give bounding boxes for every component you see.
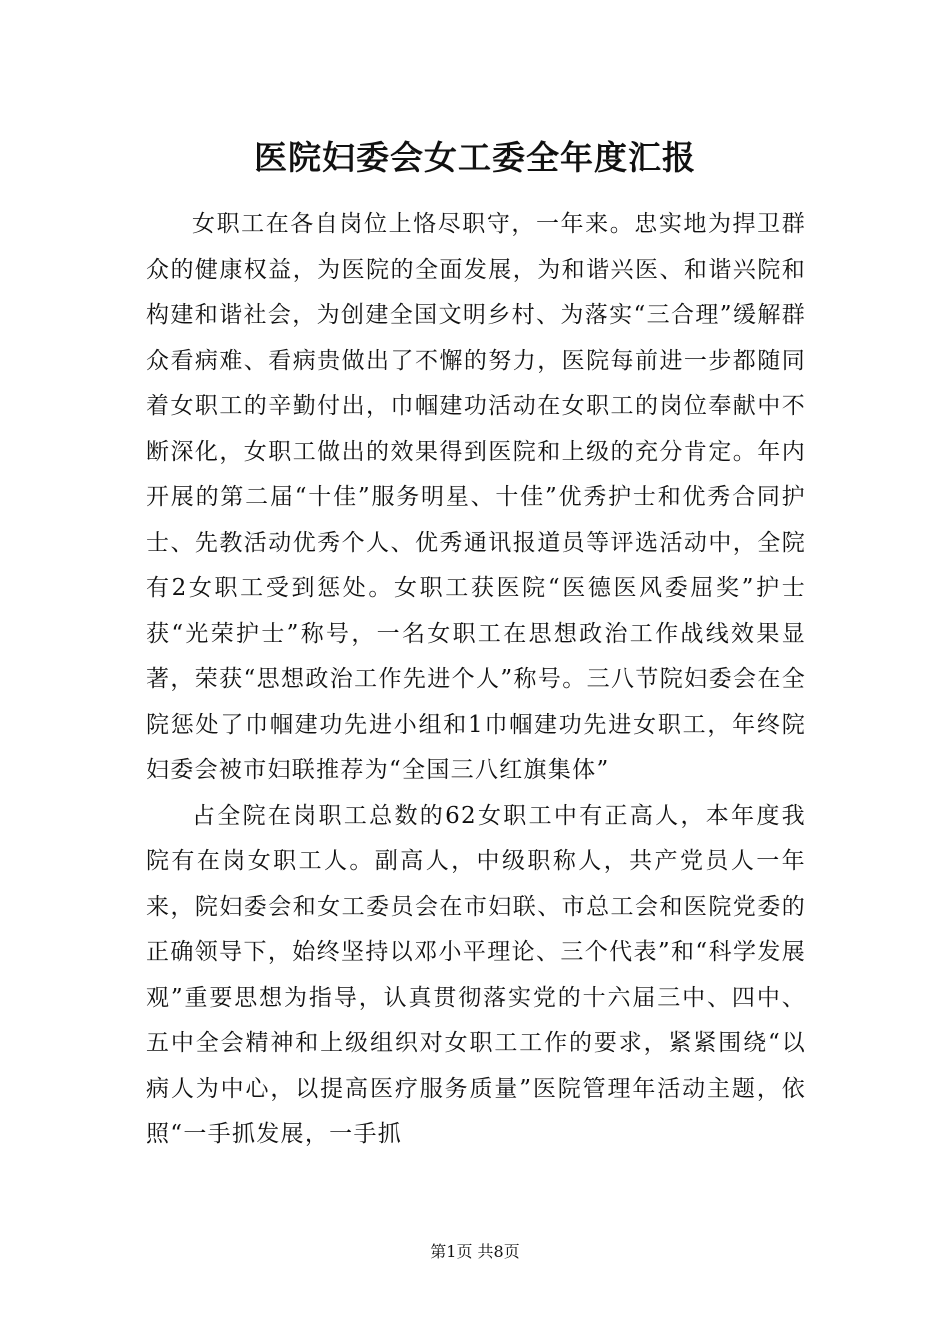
document-title: 医院妇委会女工委全年度汇报 <box>254 138 696 177</box>
page-number: 第1页 共8页 <box>430 1242 520 1261</box>
paragraph-2: 占全院在岗职工总数的62女职工中有正高人，本年度我院有在岗女职工人。副高人，中级职称人，共产党员人一年来，院妇委会和女工委员会在市妇联、市总工会和医院党委的正确领导下，始终坚持以邓小平理论、三个代表”和“科学发展观”重要思想为指导，认真贯彻落实党的十六届三中、四中、五中全会精神和上级组织对女职工工作的要求，紧紧围绕“以病人为中心，以提高医疗服务质量”医院管理年活动主题，依照“一手抓发展，一手抓 <box>146 802 806 1147</box>
paragraph-1: 女职工在各自岗位上恪尽职守，一年来。忠实地为捍卫群众的健康权益，为医院的全面发展，为和谐兴医、和谐兴院和构建和谐社会，为创建全国文明乡村、为落实“三合理”缓解群众看病难、看病贵做出了不懈的努力，医院每前进一步都随同着女职工的辛勤付出，巾帼建功活动在女职工的岗位奉献中不断深化，女职工做出的效果得到医院和上级的充分肯定。年内开展的第二届“十佳”服务明星、十佳”优秀护士和优秀合同护士、先教活动优秀个人、优秀通讯报道员等评选活动中，全院有2女职工受到惩处。女职工获医院“医德医风委屈奖”护士获“光荣护士”称号，一名女职工在思想政治工作战线效果显著，荣获“思想政治工作先进个人”称号。三八节院妇委会在全院惩处了巾帼建功先进小组和1巾帼建功先进女职工，年终院妇委会被市妇联推荐为“全国三八红旗集体” <box>146 211 806 783</box>
document-body <box>146 202 806 1158</box>
